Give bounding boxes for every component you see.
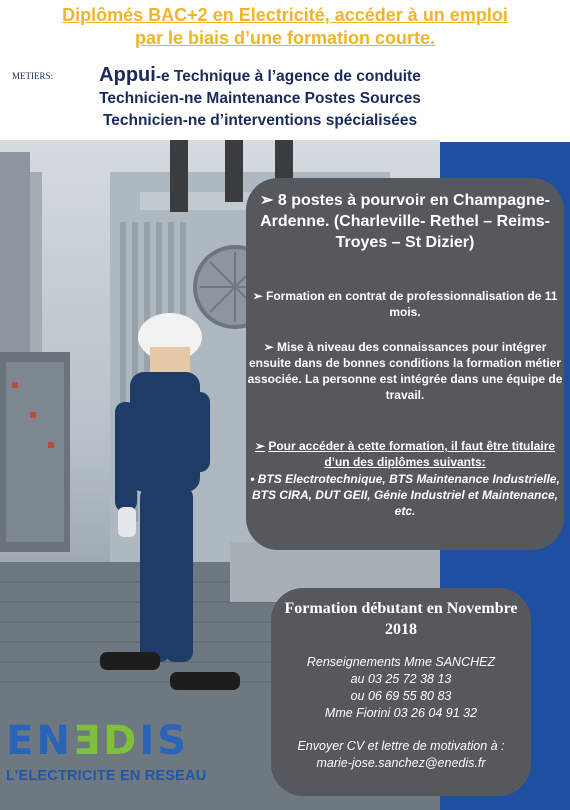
- niveau-block: [246, 339, 564, 403]
- headline-line-2: par le biais d’une formation courte.: [134, 28, 436, 48]
- arrow-bullet-icon: ➢: [252, 289, 263, 303]
- diplomes-list: [246, 471, 564, 519]
- dot-bullet-icon: •: [250, 472, 255, 486]
- arrow-bullet-icon: ➢: [263, 340, 274, 354]
- postes-text: 8 postes à pourvoir en Champagne-Ardenne. (Charleville- Rethel – Reims- Troyes – St Dizier): [260, 192, 550, 251]
- job-3: Technicien-ne d’interventions spécialisées: [102, 112, 418, 129]
- contact-phone-2: ou 06 69 55 80 83: [350, 689, 452, 703]
- niveau-text: Mise à niveau des connaissances pour intégrer ensuite dans de bonnes conditions la formation métier associée. La personne est intégrée dans une équipe de travail.: [247, 340, 563, 402]
- arrow-bullet-icon: ➢: [254, 439, 265, 453]
- headline-line-1: Diplômés BAC+2 en Electricité, accéder à un emploi: [62, 5, 508, 25]
- enedis-logo: [6, 718, 246, 790]
- send-cv: [271, 738, 531, 772]
- arrow-bullet-icon: ➢: [260, 192, 274, 209]
- send-cv-line: Envoyer CV et lettre de motivation à :: [297, 739, 505, 753]
- enedis-tagline: L’ELECTRICITE EN RESEAU: [6, 768, 207, 784]
- header: [0, 0, 570, 140]
- enedis-wordmark: [6, 718, 189, 764]
- wordmark-part: ƎD: [72, 718, 140, 764]
- headline: [0, 4, 570, 50]
- job-2: Technicien-ne Maintenance Postes Sources: [99, 90, 421, 107]
- contact-info: [271, 654, 531, 722]
- job-1: [70, 64, 450, 88]
- info-panel: [246, 178, 564, 550]
- acceder-block: [246, 438, 564, 470]
- contact-line: Renseignements Mme SANCHEZ: [306, 655, 496, 669]
- job-1-emphasis: Appui: [99, 64, 156, 86]
- metiers-label: METIERS:: [12, 71, 54, 81]
- wordmark-part: EN: [6, 718, 73, 764]
- job-titles: [70, 64, 450, 132]
- job-1-rest: -e Technique à l’agence de conduite: [155, 68, 421, 85]
- postes-block: [246, 190, 564, 253]
- contact-phone-1: au 03 25 72 38 13: [350, 672, 452, 686]
- contact-phone-3: Mme Fiorini 03 26 04 91 32: [324, 706, 478, 720]
- contrat-text: Formation en contrat de professionnalisation de 11 mois.: [266, 289, 558, 319]
- acceder-text: Pour accéder à cette formation, il faut être titulaire d’un des diplômes suivants:: [268, 439, 556, 469]
- formation-start: Formation débutant en Novembre 2018: [284, 600, 518, 638]
- contact-panel: [271, 588, 531, 796]
- diplomes-text: BTS Electrotechnique, BTS Maintenance Industrielle, BTS CIRA, DUT GEII, Génie Industriel et Maintenance, etc.: [251, 472, 560, 518]
- contrat-block: [246, 288, 564, 320]
- wordmark-part: IS: [139, 718, 190, 764]
- email-link[interactable]: marie-jose.sanchez@enedis.fr: [316, 756, 486, 770]
